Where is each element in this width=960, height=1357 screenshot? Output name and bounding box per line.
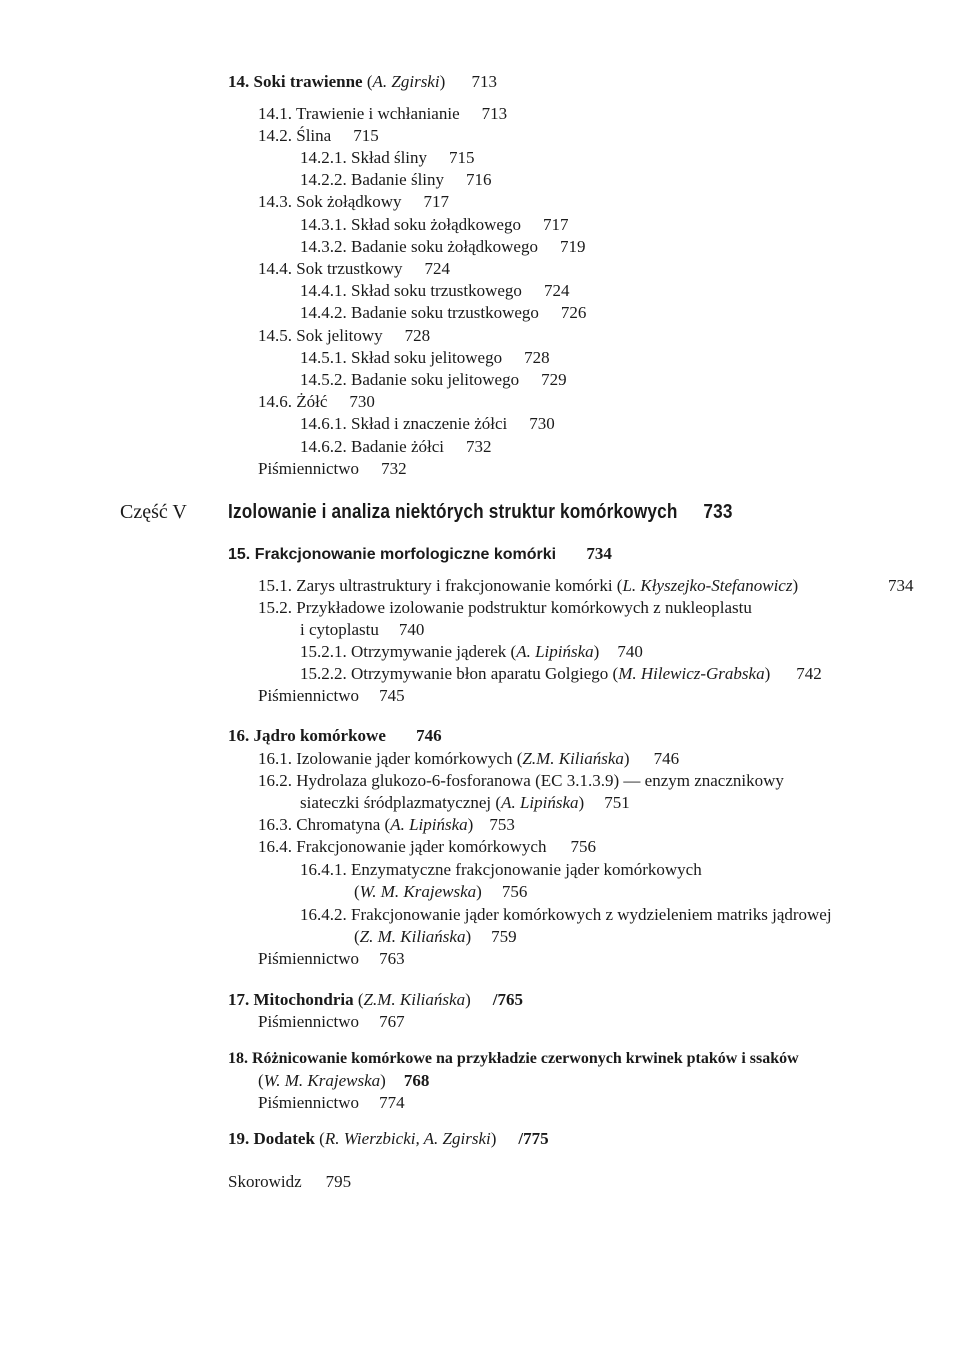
entry-title: Badanie śliny xyxy=(351,170,445,189)
entry-title: Żółć xyxy=(296,392,328,411)
chapter-page: 734 xyxy=(586,544,612,563)
entry-author: Z.M. Kiliańska xyxy=(522,749,624,768)
chapter-15-heading xyxy=(228,544,612,565)
entry-title: Piśmiennictwo xyxy=(258,1012,360,1031)
bibliography-entry xyxy=(258,949,405,969)
chapter-18-heading xyxy=(228,1048,799,1069)
entry-page: 717 xyxy=(423,192,450,211)
bibliography-entry xyxy=(258,1012,405,1032)
entry-title: Frakcjonowanie jąder komórkowych xyxy=(296,837,547,856)
entry-title: Enzymatyczne frakcjonowanie jąder komórkowych xyxy=(351,860,702,879)
entry-number: 15.2.1. xyxy=(300,642,347,661)
entry-paren: ) xyxy=(490,1129,497,1148)
entry-title: Skład soku żołądkowego xyxy=(351,215,521,234)
entry-title: Piśmiennictwo xyxy=(258,686,360,705)
toc-entry xyxy=(300,215,568,235)
entry-page: 767 xyxy=(379,1012,405,1031)
chapter-page: 713 xyxy=(471,72,497,91)
toc-entry xyxy=(300,303,586,323)
entry-page: 742 xyxy=(796,664,822,683)
entry-title: Otrzymywanie jąderek ( xyxy=(351,642,517,661)
toc-entry xyxy=(258,104,507,124)
entry-page: 795 xyxy=(325,1172,352,1191)
chapter-author: W. M. Krajewska xyxy=(263,1071,381,1090)
toc-entry-continuation xyxy=(354,882,527,902)
entry-page: 734 xyxy=(888,576,914,595)
entry-title: Skorowidz xyxy=(228,1172,302,1191)
entry-title: Sok trzustkowy xyxy=(296,259,403,278)
entry-paren: ) xyxy=(465,990,471,1009)
entry-author: A. Lipińska xyxy=(501,793,579,812)
entry-title: Skład soku trzustkowego xyxy=(351,281,522,300)
bibliography-entry xyxy=(258,686,405,706)
entry-author: A. Lipińska xyxy=(516,642,594,661)
toc-entry xyxy=(258,576,798,596)
toc-entry-continuation xyxy=(300,793,630,813)
part-page: 733 xyxy=(703,501,733,523)
entry-page: 751 xyxy=(604,793,630,812)
entry-number: 16.1. xyxy=(258,749,292,768)
part-title-text: Izolowanie i analiza niektórych struktur komórkowych xyxy=(228,501,678,523)
chapter-14-heading: 14. Soki trawienne (A. Zgirski) 713 xyxy=(228,72,497,91)
entry-paren: ) xyxy=(764,664,771,683)
entry-title: Badanie soku jelitowego xyxy=(351,370,520,389)
chapter-title: 15. Frakcjonowanie morfologiczne komórki xyxy=(228,546,557,563)
toc-entry xyxy=(258,259,450,279)
toc-entry xyxy=(258,749,679,769)
entry-page: 753 xyxy=(489,815,515,834)
entry-number: 15.1. xyxy=(258,576,292,595)
entry-paren: ) xyxy=(476,882,482,901)
entry-number: 16.3. xyxy=(258,815,292,834)
entry-paren: ) xyxy=(792,576,799,595)
toc-entry xyxy=(300,437,492,457)
entry-paren: ) xyxy=(465,927,472,946)
entry-title: siateczki śródplazmatycznej ( xyxy=(300,793,502,812)
entry-paren: ( xyxy=(354,927,360,946)
entry-title: Sok jelitowy xyxy=(296,326,383,345)
toc-entry xyxy=(258,392,375,412)
entry-number: 14.5.2. xyxy=(300,370,347,389)
part-label: Część V xyxy=(120,501,187,523)
entry-page: 759 xyxy=(491,927,517,946)
toc-entry xyxy=(258,815,515,835)
toc-entry xyxy=(258,771,784,791)
chapter-page: 746 xyxy=(416,726,442,745)
chapter-title: 17. Mitochondria xyxy=(228,990,354,1009)
entry-page: 716 xyxy=(466,170,492,189)
entry-page: 774 xyxy=(379,1093,405,1112)
toc-entry xyxy=(258,837,596,857)
entry-title: Skład śliny xyxy=(351,148,428,167)
toc-entry xyxy=(300,414,555,434)
entry-author: W. M. Krajewska xyxy=(359,882,477,901)
entry-title: Sok żołądkowy xyxy=(296,192,402,211)
chapter-title: 16. Jądro komórkowe xyxy=(228,726,386,745)
entry-number: 16.2. xyxy=(258,771,292,790)
entry-page: 713 xyxy=(481,104,508,123)
entry-page: 730 xyxy=(529,414,555,433)
entry-author: A. Lipińska xyxy=(390,815,468,834)
entry-page: 726 xyxy=(560,303,587,322)
entry-number: 14.3.2. xyxy=(300,237,347,256)
entry-title: Ślina xyxy=(296,126,332,145)
entry-title: Frakcjonowanie jąder komórkowych z wydzieleniem matriks jądrowej xyxy=(351,905,832,924)
entry-page: 763 xyxy=(379,949,405,968)
entry-title: Piśmiennictwo xyxy=(258,1093,360,1112)
entry-page: 728 xyxy=(524,348,550,367)
entry-page: 719 xyxy=(559,237,586,256)
toc-entry xyxy=(300,642,643,662)
chapter-18-author-line xyxy=(258,1071,429,1091)
toc-entry xyxy=(300,860,702,880)
entry-page: 730 xyxy=(349,392,375,411)
entry-author: M. Hilewicz-Grabska xyxy=(618,664,765,683)
index-entry xyxy=(228,1172,351,1192)
entry-title: Badanie żółci xyxy=(351,437,444,456)
entry-number: 14.4. xyxy=(258,259,292,278)
entry-title: Przykładowe izolowanie podstruktur komórkowych z nukleoplastu xyxy=(296,598,752,617)
chapter-19-heading xyxy=(228,1129,549,1149)
chapter-17-heading xyxy=(228,990,523,1010)
entry-title: Piśmiennictwo xyxy=(258,459,360,478)
chapter-author: R. Wierzbicki, A. Zgirski xyxy=(324,1129,491,1148)
entry-title: Hydrolaza glukozo-6-fosforanowa (EC 3.1.3.9) — enzym znacznikowy xyxy=(296,771,784,790)
entry-title: Badanie soku żołądkowego xyxy=(351,237,538,256)
entry-number: 14.1. xyxy=(258,104,292,123)
entry-title: Zarys ultrastruktury i frakcjonowanie komórki ( xyxy=(296,576,623,595)
toc-entry xyxy=(258,598,752,618)
entry-title: Otrzymywanie błon aparatu Golgiego ( xyxy=(351,664,619,683)
entry-number: 14.2. xyxy=(258,126,292,145)
bibliography-entry xyxy=(258,1093,405,1113)
entry-page: 724 xyxy=(543,281,570,300)
entry-number: 14.2.1. xyxy=(300,148,347,167)
entry-title: Badanie soku trzustkowego xyxy=(351,303,539,322)
chapter-title: 14. Soki trawienne xyxy=(228,72,363,91)
chapter-title: 19. Dodatek xyxy=(228,1129,315,1148)
entry-title: Izolowanie jąder komórkowych ( xyxy=(296,749,523,768)
entry-number: 15.2.2. xyxy=(300,664,347,683)
entry-number: 14.5.1. xyxy=(300,348,347,367)
entry-page: 715 xyxy=(353,126,379,145)
toc-entry xyxy=(300,281,569,301)
chapter-title: 18. Różnicowanie komórkowe na przykładzie czerwonych krwinek ptaków i ssaków xyxy=(228,1050,799,1067)
entry-page: 756 xyxy=(501,882,528,901)
entry-paren: ( xyxy=(354,882,360,901)
entry-page: 732 xyxy=(466,437,492,456)
entry-number: 14.3.1. xyxy=(300,215,347,234)
chapter-page: /765 xyxy=(492,990,523,1009)
entry-number: 15.2. xyxy=(258,598,292,617)
entry-page: 746 xyxy=(653,749,680,768)
toc-entry xyxy=(300,148,475,168)
entry-title: Piśmiennictwo xyxy=(258,949,360,968)
toc-entry xyxy=(300,370,567,390)
entry-number: 14.3. xyxy=(258,192,292,211)
entry-page: 715 xyxy=(449,148,475,167)
entry-number: 14.6.1. xyxy=(300,414,347,433)
entry-number: 16.4.2. xyxy=(300,905,347,924)
entry-number: 16.4. xyxy=(258,837,292,856)
toc-entry xyxy=(300,237,585,257)
entry-number: 14.6. xyxy=(258,392,292,411)
entry-page: 732 xyxy=(381,459,407,478)
chapter-page: 768 xyxy=(403,1071,430,1090)
entry-page: 740 xyxy=(398,620,425,639)
chapter-page: /775 xyxy=(518,1129,549,1148)
entry-page: 756 xyxy=(570,837,596,856)
toc-entry xyxy=(258,326,430,346)
entry-paren: ( xyxy=(314,1129,325,1148)
chapter-16-heading xyxy=(228,726,442,746)
entry-title: Chromatyna ( xyxy=(296,815,391,834)
bibliography-entry xyxy=(258,459,407,479)
entry-page: 740 xyxy=(617,642,643,661)
toc-entry-continuation xyxy=(354,927,517,947)
toc-entry xyxy=(300,348,550,368)
chapter-author: A. Zgirski xyxy=(372,72,440,91)
part-title xyxy=(228,502,733,522)
chapter-author: Z.M. Kiliańska xyxy=(363,990,466,1009)
entry-paren: ) xyxy=(467,815,474,834)
toc-entry xyxy=(300,170,492,190)
entry-title: Skład i znaczenie żółci xyxy=(351,414,508,433)
entry-author: L. Kłyszejko-Stefanowicz xyxy=(622,576,793,595)
entry-page: 728 xyxy=(404,326,431,345)
entry-author: Z. M. Kiliańska xyxy=(359,927,466,946)
entry-page: 729 xyxy=(541,370,567,389)
toc-entry xyxy=(300,664,822,684)
toc-entry xyxy=(258,126,379,146)
entry-number: 14.4.2. xyxy=(300,303,347,322)
entry-number: 14.2.2. xyxy=(300,170,347,189)
entry-paren: ) xyxy=(623,749,630,768)
entry-page: 724 xyxy=(424,259,450,278)
entry-number: 14.5. xyxy=(258,326,292,345)
entry-title: Skład soku jelitowego xyxy=(351,348,503,367)
entry-paren: ) xyxy=(593,642,600,661)
entry-paren: ( xyxy=(258,1071,264,1090)
toc-entry xyxy=(300,905,832,925)
entry-title: Trawienie i wchłanianie xyxy=(295,104,460,123)
entry-page: 745 xyxy=(379,686,405,705)
entry-paren: ( xyxy=(353,990,364,1009)
toc-entry-continuation xyxy=(300,620,424,640)
entry-number: 14.6.2. xyxy=(300,437,347,456)
toc-entry xyxy=(258,192,449,212)
entry-page: 717 xyxy=(542,215,569,234)
entry-number: 14.4.1. xyxy=(300,281,347,300)
entry-paren: ) xyxy=(380,1071,386,1090)
entry-number: 16.4.1. xyxy=(300,860,347,879)
entry-title: i cytoplastu xyxy=(300,620,379,639)
entry-paren: ) xyxy=(578,793,585,812)
